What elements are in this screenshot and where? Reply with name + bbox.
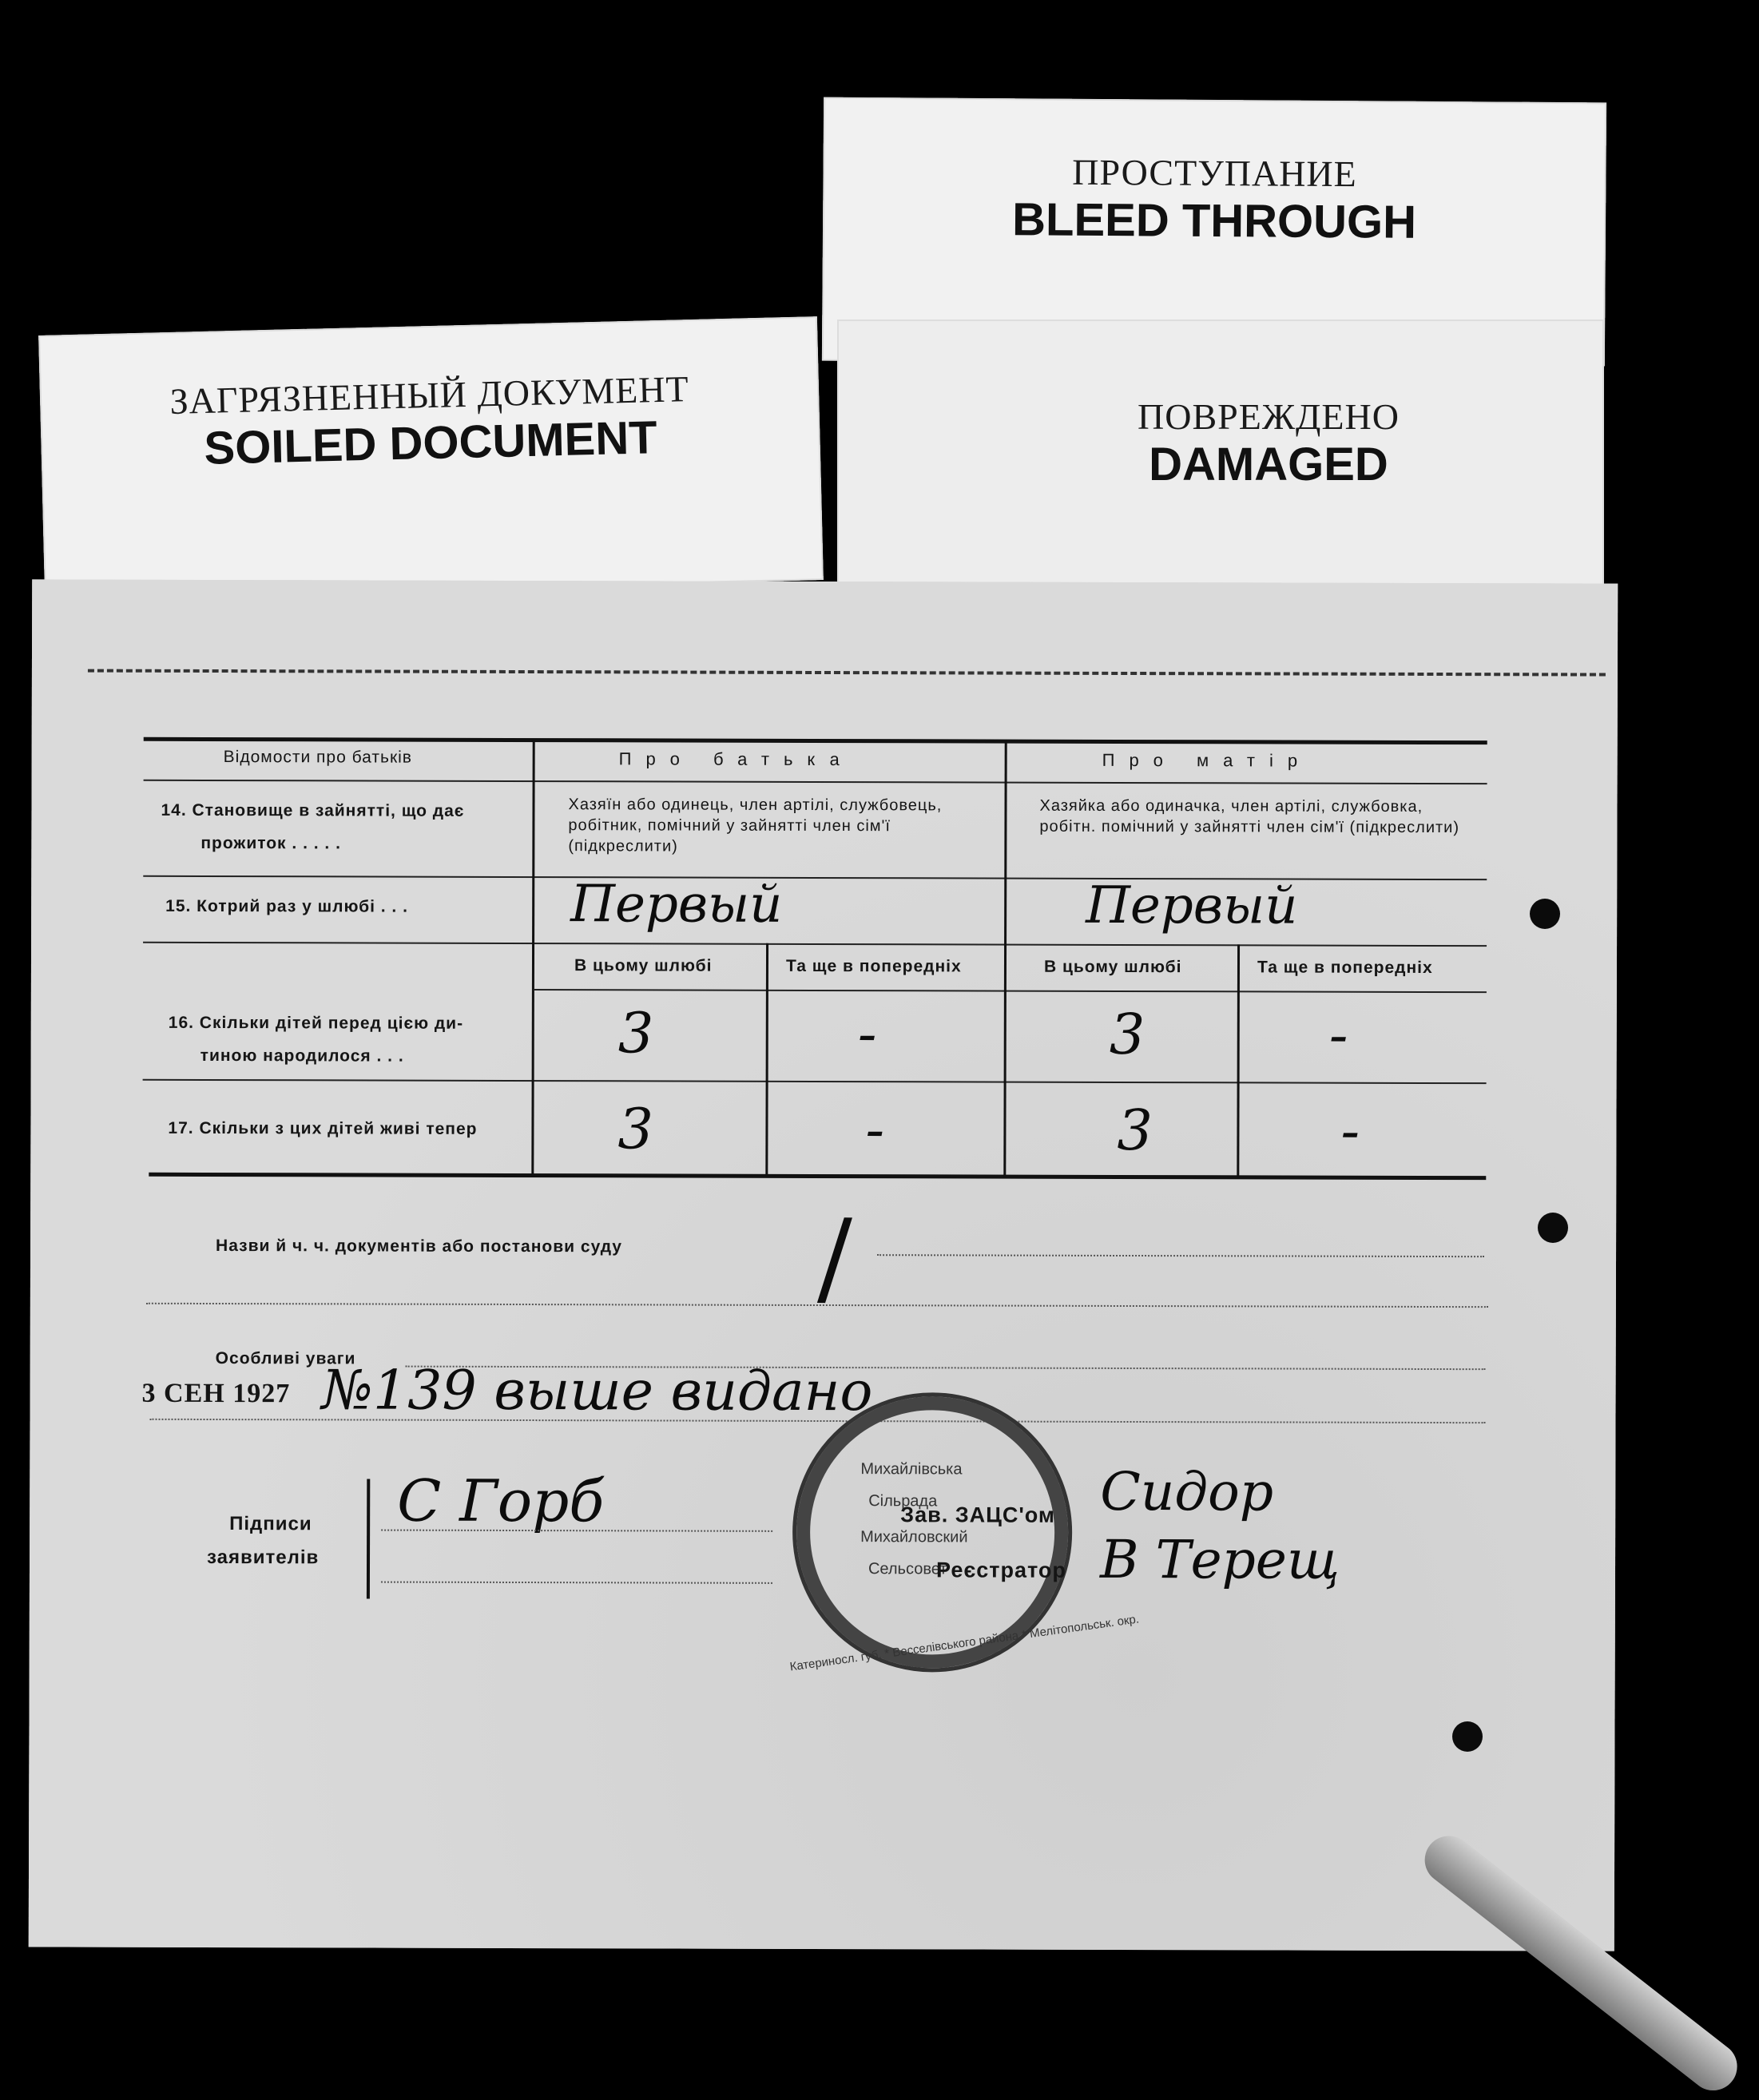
documents-label: Назви й ч. ч. документів або постанови суду (216, 1237, 623, 1256)
header-info: Відомости про батьків (223, 748, 413, 767)
subheader-mother-this: В цьому шлюбі (1043, 957, 1182, 977)
row17-mother-prev: - (1340, 1098, 1360, 1164)
row15-rule (143, 942, 1487, 947)
stamp-ring-text: Катериносл. губ. * Весселівського района * Мелітопольськ. окр. (788, 1612, 1140, 1674)
header-mother: Про матір (1102, 749, 1312, 771)
documents-line (877, 1254, 1484, 1257)
cut-line (88, 669, 1606, 677)
header-father: Про батька (618, 748, 854, 770)
official-round-stamp (788, 1392, 1140, 1674)
stamp-line-3: Михайловский (860, 1528, 968, 1546)
documents-value: / (816, 1196, 853, 1319)
row17-father-prev: - (865, 1097, 885, 1163)
row16-father-this: 3 (617, 1000, 654, 1066)
registrar-label: Реєстратор (935, 1558, 1066, 1582)
bleed-through-en: BLEED THROUGH (1011, 193, 1417, 248)
signatures-brace (367, 1479, 370, 1599)
row15-label: 15. Котрий раз у шлюбі . . . (165, 896, 408, 916)
applicant-signature: С Горб (397, 1467, 605, 1535)
damaged-ru: ПОВРЕЖДЕНО (1138, 396, 1400, 437)
row16-father-prev: - (857, 1001, 877, 1067)
soiled-en: SOILED DOCUMENT (203, 411, 658, 474)
row14-mother-options: Хазяйка або одиначка, член артілі, службовка, робітн. помічний у зайнятті член сім'ї (підкреслити) (1039, 796, 1460, 837)
row16-rule (143, 1079, 1487, 1084)
subheader-rule (534, 989, 1487, 993)
row16-label-2: тиною народилося . . . (200, 1046, 404, 1066)
row14-father-options: Хазяїн або одинець, член артілі, службовець, робітник, помічний у зайнятті член сім'ї (підкреслити) (568, 796, 943, 855)
applicant-line-2 (381, 1582, 772, 1584)
damaged-en: DAMAGED (1149, 439, 1388, 490)
row17-label: 17. Скільки з цих дітей живі тепер (168, 1118, 478, 1138)
row16-mother-prev: - (1328, 1002, 1348, 1068)
damaged-card (837, 320, 1604, 591)
head-signature: Сидор (1100, 1460, 1274, 1523)
row17-mother-this: 3 (1117, 1097, 1153, 1164)
table-top-rule (144, 737, 1487, 744)
stamp-line-1: Михайлівська (860, 1460, 963, 1479)
date-stamp: 3 СЕН 1927 (141, 1378, 291, 1409)
table-bottom-rule (149, 1173, 1486, 1180)
row15-father-value: Первый (570, 875, 783, 935)
subheader-father-this: В цьому шлюбі (574, 956, 713, 975)
subheader-mother-prev: Та ще в попередніх (1257, 958, 1433, 977)
soiled-document-card (38, 316, 824, 599)
col-divider-1 (531, 740, 534, 1175)
signatures-label-1: Підписи (229, 1513, 312, 1535)
row16-label-1: 16. Скільки дітей перед цією ди- (168, 1013, 464, 1033)
punch-hole-3 (1452, 1721, 1483, 1752)
row14-label-1: 14. Становище в зайнятті, що дає (161, 800, 465, 820)
registrar-signature: В Терещ (1099, 1528, 1340, 1591)
signatures-label-2: заявителів (207, 1546, 320, 1569)
registry-form-page (29, 579, 1618, 1951)
col-divider-father-sub (765, 943, 768, 1176)
stamp-line-4: Сельсовет (868, 1560, 947, 1578)
col-divider-mother-sub (1237, 944, 1240, 1177)
row17-father-this: 3 (617, 1096, 654, 1162)
header-rule (144, 780, 1487, 784)
stamp-line-2: Сільрада (868, 1492, 938, 1510)
col-divider-2 (1003, 742, 1007, 1177)
row14-label-2: прожиток . . . . . (201, 833, 341, 853)
special-notes-label: Особливі уваги (215, 1349, 356, 1368)
punch-hole-2 (1538, 1213, 1568, 1243)
head-of-registry-label: Зав. ЗАЦС'ом (900, 1503, 1055, 1527)
subheader-father-prev: Та ще в попередніх (785, 956, 962, 976)
row15-mother-value: Первый (1086, 875, 1298, 936)
bleed-through-ru: ПРОСТУПАНИЕ (1072, 151, 1357, 195)
row16-mother-this: 3 (1109, 1001, 1146, 1068)
punch-hole-1 (1530, 899, 1560, 929)
soiled-ru: ЗАГРЯЗНЕННЫЙ ДОКУМЕНТ (169, 368, 690, 422)
special-notes-value: №139 выше видано (321, 1359, 873, 1424)
